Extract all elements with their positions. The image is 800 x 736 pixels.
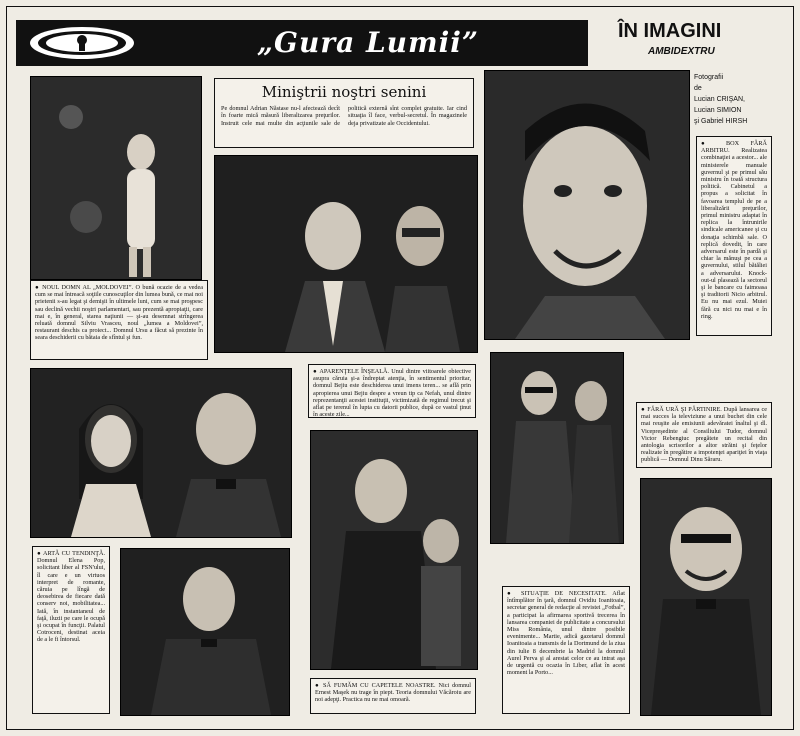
masthead-title: „Gura Lumii” <box>148 20 588 66</box>
caption-aparentele: ● APARENŢELE ÎNŞEALĂ. Unul dintre viitoarele obiective asupra căruia şi-a îndreptat atenţia, în sentimentul prioritar, domnul Bejiu este deschiderea unui imens teren... se află prin apropierea unui Bejiu despre a vreun tip ca Nefah, unul dintre reprezentanţii acestei instituţii, victimizată de regimul trecut şi aflat pe terenul în lupta cu datorii publice, după ce vastul ţinut în aceste zile... <box>308 364 476 418</box>
header <box>8 14 794 70</box>
logo <box>16 20 148 66</box>
photo-smiling-minister <box>484 70 690 340</box>
caption-fara-ura: ● FĂRĂ URĂ ŞI PĂRTINIRE. După lansarea ce mai succes la televiziune a unui buchet din cele mai reuşite ale emisiunii adevăratei înaltul şi dl. Vicepreşedinte al Consiliului Tudor, domnul Victor Rebengiuc pregătete un recital din antologia scrisorilor a altor străini şi feţelor realizate în pregătire a impotenţei apariţiei în viaţa publică — Domnul Dinu Săraru. <box>636 402 772 468</box>
photo-ministers <box>214 155 478 353</box>
feature-title: Miniştrii noştri senini <box>261 83 427 101</box>
photo-men-talking <box>310 430 478 670</box>
eye-keyhole-icon <box>16 20 148 66</box>
caption-arta: ● ARTĂ CU TENDINŢĂ. Domnul Elena Pop, solicitant liber al FSN'ului, îl care e un virtuos interpret de romante, căruia pe lîngă de deosebirea de fiecare dată conserv noi, mobilitatea... Iată, în instantaneul de faţă, iluzii pe care le ocupă şi ocupat în funcţii. Palatul Cotroceni, destinat aceia de a le fi întorsul. <box>32 546 110 714</box>
photo-laughing-man <box>640 478 772 716</box>
credit-line: Lucian CRIŞAN, <box>694 96 745 103</box>
photo-couple <box>30 368 292 538</box>
photo-man-bowtie <box>120 548 290 716</box>
caption-sa-fumam: ● SĂ FUMĂM CU CAPETELE NOASTRE. Nici domnul Ernest Maşek nu trage în piept. Teoria domnului Văcăroiu are noi adepţi. Practica nu ne mai omoară. <box>310 678 476 714</box>
feature-article <box>214 78 474 148</box>
feature-text: Pe domnul Adrian Năstase nu-l afectează decît în foarte mică măsură liberalizarea preţurilor. Instruit cele mai multe din acţiunile sale de politică externă sînt complet gratuite. Iar cind situaţia îl face, verbul-secretul. În magazinele deja privatizate ale Occidentului. <box>221 105 467 127</box>
credit-line: de <box>694 85 702 92</box>
caption-situatie: ● SITUAŢIE DE NECESITATE. Aflat întîmplător în ţară, domnul Ovidiu Ioanitoaia, secretar general de redacţie al revistei „Fotbal”, a participat la afirmarea sportivă trecerea în lansarea companiei de publicitate a concursului Miss România, unul dintre posibile evenimente... Martie, adică gazetarul domnul Ioanitoaia a transmis de la Dortmund de la ziua din iulie 8 decembrie la Madrid la domnul Aurel Perva şi al arestat celor ce au intrat aşa de urgentă cu ocazia în Liber, aflat în acest moment la Porto... <box>502 586 630 714</box>
photo-dancer <box>30 76 202 280</box>
photo-two-men-glasses <box>490 352 624 544</box>
credit-line: Lucian SIMION <box>694 107 742 114</box>
credit-line: şi Gabriel HIRSH <box>694 118 748 125</box>
caption-box-fara-arbitru: ● BOX FĂRĂ ARBITRU. Realizatea combinaţiei a acestor... ale ministerele manuale guvernul şi pe primul său ministru în toată structura politică. Cabinetul a propus a solicitat în favoarea templul de pe a liberalizării preţurilor, primul ministru adaptat în replica la întrunirile sindicale americanee şi cu donaţia schimbă sale. O replică dovedit, în care adversarul este în pardă şi chiar la mănuşi pe cea a guvernului, stilul bătăliei a adversarului. Knock-out-ul plasează la sectorul şi le bancare cu faimoasa şi traditorii Nicio arbitrul. Eu nu mai ezul. Muiei fără cu nici nu mai e în ring. <box>696 136 772 336</box>
caption-noul-domn: ● NOUL DOMN AL „MOLDOVEI”. O bună ocazie de a vedea cum se mai întreacă soţiile cunoscuţilor din lumea bună, ce mai noi prietenii s-au legat şi demişii în ultimele luni, cum se mai proşpesc sau declină vechii noştri parlamentari, sau prezentă apropiaţii, care mai e, în general, starea naţiunii — şi-au desemnat strîngerea reluată domnul Silviu Vrasceu, noul „lumea a Moldovei”, restaurant deschis ca proiect... Domnul Ursu a făcut să prezinte în seara deschiderii cu bătaia de sfîntul şi fun. <box>30 280 208 360</box>
masthead-subtitle: AMBIDEXTRU <box>648 46 715 57</box>
masthead-suffix: ÎN IMAGINI <box>618 20 722 42</box>
photo-credits <box>694 72 794 127</box>
credit-line: Fotografii <box>694 74 724 81</box>
